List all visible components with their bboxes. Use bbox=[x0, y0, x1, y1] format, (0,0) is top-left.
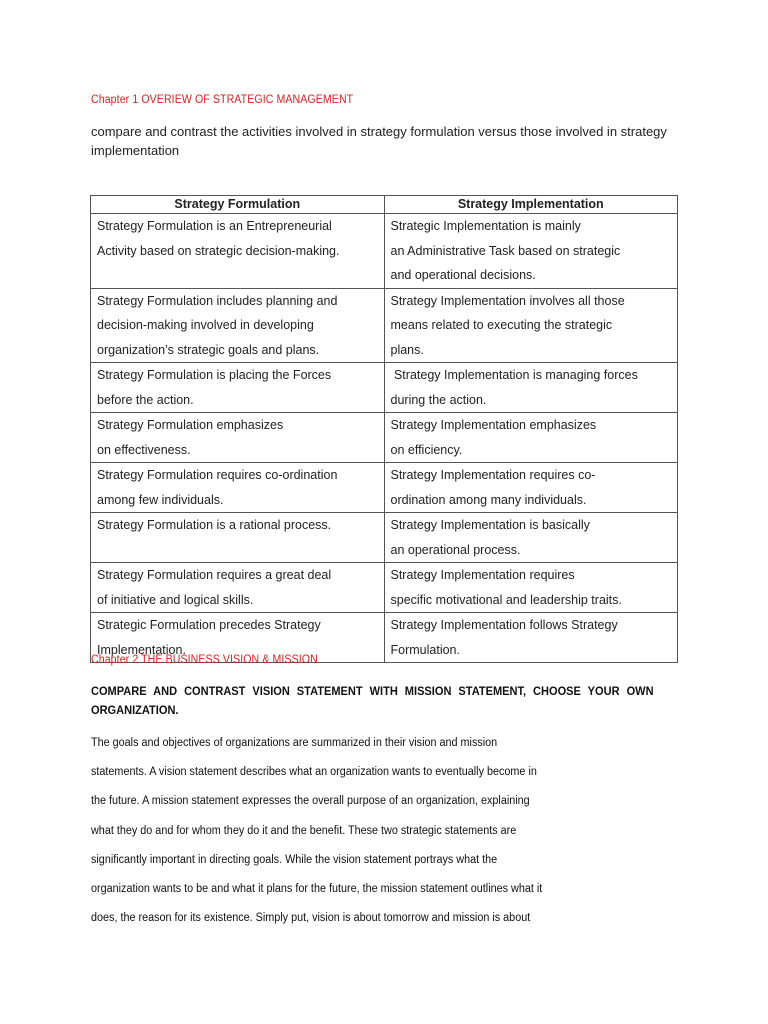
formulation-cell bbox=[91, 413, 385, 463]
comparison-table bbox=[90, 195, 678, 663]
header-strategy-formulation: Strategy Formulation bbox=[91, 196, 385, 214]
body-line: does, the reason for its existence. Simply put, vision is about tomorrow and mission is about bbox=[91, 912, 531, 925]
formulation-cell bbox=[91, 563, 385, 613]
cell-line: Formulation. bbox=[390, 642, 460, 657]
formulation-cell bbox=[91, 363, 385, 413]
cell-line: Strategy Implementation involves all those bbox=[390, 293, 625, 308]
cell-line: Strategy Formulation is a rational process. bbox=[97, 518, 332, 532]
chapter-1-title: Chapter 1 OVERIEW OF STRATEGIC MANAGEMENT bbox=[91, 94, 354, 106]
cell-line: an operational process. bbox=[390, 542, 521, 557]
cell-line: on effectiveness. bbox=[97, 442, 191, 457]
cell-line: of initiative and logical skills. bbox=[97, 592, 254, 607]
body-line: organization wants to be and what it plans for the future, the mission statement outlines what it bbox=[91, 883, 543, 896]
cell-line: specific motivational and leadership traits. bbox=[390, 592, 622, 607]
cell-line: Strategy Formulation requires co-ordination bbox=[97, 468, 338, 482]
implementation-cell bbox=[384, 463, 678, 513]
cell-line: ordination among many individuals. bbox=[390, 492, 587, 507]
implementation-cell bbox=[384, 563, 678, 613]
cell-line: before the action. bbox=[97, 392, 194, 407]
implementation-cell bbox=[384, 288, 678, 363]
implementation-cell bbox=[384, 513, 678, 563]
chapter-2-prompt: COMPARE AND CONTRAST VISION STATEMENT WITH MISSION STATEMENT, CHOOSE YOUR OWN ORGANIZATION. bbox=[91, 686, 654, 717]
formulation-cell bbox=[91, 463, 385, 513]
cell-line: Implementation. bbox=[97, 642, 186, 657]
table-row bbox=[91, 513, 678, 563]
implementation-cell bbox=[384, 613, 678, 663]
chapter-1-prompt: compare and contrast the activities involved in strategy formulation versus those involved in strategy implementation bbox=[91, 124, 667, 158]
cell-line: Strategy Implementation requires bbox=[390, 568, 575, 582]
chapter-2-body bbox=[91, 729, 617, 933]
cell-line: during the action. bbox=[390, 392, 487, 407]
implementation-cell bbox=[384, 363, 678, 413]
formulation-cell bbox=[91, 214, 385, 289]
table-row bbox=[91, 288, 678, 363]
table-header-row bbox=[91, 196, 678, 214]
cell-line: on efficiency. bbox=[390, 442, 463, 457]
cell-line: decision-making involved in developing bbox=[97, 318, 314, 332]
cell-line: Strategy Implementation requires co- bbox=[390, 468, 596, 482]
cell-line: Strategic Formulation precedes Strategy bbox=[97, 618, 321, 632]
implementation-cell bbox=[384, 413, 678, 463]
body-line: the future. A mission statement expresses the overall purpose of an organization, explaining bbox=[91, 795, 530, 808]
cell-line: Strategic Implementation is mainly bbox=[390, 219, 581, 233]
cell-line: means related to executing the strategic bbox=[390, 318, 613, 332]
cell-line: Strategy Implementation is basically bbox=[390, 518, 590, 532]
cell-line: Strategy Formulation emphasizes bbox=[97, 418, 284, 432]
table-row bbox=[91, 413, 678, 463]
cell-line: Activity based on strategic decision-making. bbox=[97, 243, 340, 258]
table-row bbox=[91, 563, 678, 613]
cell-line: and operational decisions. bbox=[390, 268, 536, 282]
header-strategy-implementation: Strategy Implementation bbox=[384, 196, 678, 214]
body-line: what they do and for whom they do it and the benefit. These two strategic statements are bbox=[91, 824, 517, 837]
cell-line: Strategy Formulation includes planning and bbox=[97, 293, 338, 308]
cell-line: Strategy Formulation is an Entrepreneurial bbox=[97, 219, 332, 233]
formulation-cell bbox=[91, 513, 385, 563]
body-line: statements. A vision statement describes what an organization wants to eventually become in bbox=[91, 766, 537, 779]
implementation-cell bbox=[384, 214, 678, 289]
body-line: significantly important in directing goals. While the vision statement portrays what the bbox=[91, 853, 498, 866]
table-row bbox=[91, 214, 678, 289]
cell-line: Strategy Formulation is placing the Forces bbox=[97, 368, 332, 382]
cell-line: plans. bbox=[390, 342, 424, 357]
cell-line: an Administrative Task based on strategic bbox=[390, 243, 621, 258]
table-row bbox=[91, 363, 678, 413]
chapter-2-title: Chapter 2 THE BUSINESS VISION & MISSION bbox=[91, 654, 318, 666]
formulation-cell bbox=[91, 288, 385, 363]
cell-line: Strategy Formulation requires a great deal bbox=[97, 568, 332, 582]
cell-line: organization’s strategic goals and plans. bbox=[97, 342, 320, 357]
cell-line: Strategy Implementation emphasizes bbox=[390, 418, 597, 432]
cell-line: Strategy Implementation follows Strategy bbox=[390, 618, 618, 632]
cell-line: among few individuals. bbox=[97, 492, 224, 507]
table-row bbox=[91, 463, 678, 513]
cell-line: Strategy Implementation is managing forces bbox=[390, 368, 638, 382]
body-line: The goals and objectives of organizations are summarized in their vision and mission bbox=[91, 737, 498, 749]
